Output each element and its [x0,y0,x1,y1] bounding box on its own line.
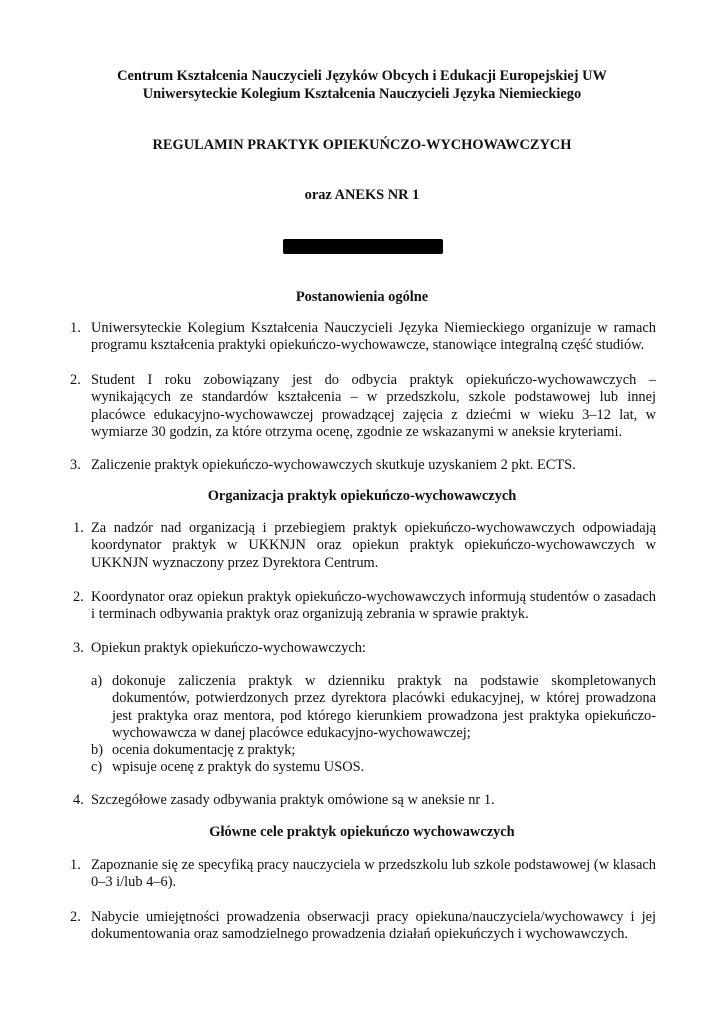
sub-item-letter: c) [91,759,103,775]
document-subtitle: oraz ANEKS NR 1 [304,187,420,203]
sub-item-letter: b) [91,742,103,758]
sub-item-text: dokonuje zaliczenia praktyk w dzienniku praktyk na podstawie skompletowanych dokumentów, potwierdzonych przez dyrektora placówki edukacyjnej, w której prowadzona jest praktyka oraz mentora, pod którego kierunkiem prowadzona jest praktyka opiekuńczo-wychowawcza w danej placówce edukacyjno-wychowawczej; [112,673,656,742]
item-number: 1. [70,320,81,336]
redaction-bar [283,239,443,254]
item-number: 1. [73,520,84,536]
item-number: 1. [70,857,81,873]
item-number: 4. [73,792,84,808]
item-number: 2. [73,589,84,605]
header-line-2: Uniwersyteckie Kolegium Kształcenia Nauczycieli Języka Niemieckiego [142,86,582,102]
item-number: 3. [70,457,81,473]
section-heading-general: Postanowienia ogólne [295,289,429,305]
item-text: Szczegółowe zasady odbywania praktyk omówione są w aneksie nr 1. [91,792,495,808]
document-title: REGULAMIN PRAKTYK OPIEKUŃCZO-WYCHOWAWCZYCH [152,137,572,153]
item-number: 2. [70,909,81,925]
item-text: Zapoznanie się ze specyfiką pracy nauczyciela w przedszkolu lub szkole podstawowej (w klasach 0–3 i/lub 4–6). [91,857,656,891]
item-text: Student I roku zobowiązany jest do odbycia praktyk opiekuńczo-wychowawczych – wynikających ze standardów kształcenia – w przedszkolu, szkole podstawowej lub innej placówce edukacyjno-wychowawczej prowadzącej zajęcia z dziećmi w wieku 3–12 lat, w wymiarze 30 godzin, za które otrzyma ocenę, zgodnie ze wskazanymi w aneksie kryteriami. [91,372,656,441]
section-heading-organization: Organizacja praktyk opiekuńczo-wychowawczych [207,488,517,504]
item-text: Nabycie umiejętności prowadzenia obserwacji pracy opiekuna/nauczyciela/wychowawcy i jej dokumentowania oraz samodzielnego prowadzenia działań opiekuńczych i wychowawczych. [91,909,656,943]
sub-item-text: ocenia dokumentację z praktyk; [112,742,296,758]
sub-item-letter: a) [91,673,103,689]
item-number: 3. [73,640,84,656]
sub-item-text: wpisuje ocenę z praktyk do systemu USOS. [112,759,365,775]
item-text: Koordynator oraz opiekun praktyk opiekuńczo-wychowawczych informują studentów o zasadach i terminach odbywania praktyk oraz organizują zebrania w sprawie praktyk. [91,589,656,623]
item-text: Za nadzór nad organizacją i przebiegiem praktyk opiekuńczo-wychowawczych odpowiadają koordynator praktyk w UKKNJN oraz opiekun praktyk opiekuńczo-wychowawczych w UKKNJN wyznaczony przez Dyrektora Centrum. [91,520,656,571]
section-heading-goals: Główne cele praktyk opiekuńczo wychowawczych [209,824,515,840]
item-number: 2. [70,372,81,388]
item-text: Uniwersyteckie Kolegium Kształcenia Nauczycieli Języka Niemieckiego organizuje w ramach programu kształcenia praktyki opiekuńczo-wychowawcze, stanowiące integralną część studiów. [91,320,656,354]
header-line-1: Centrum Kształcenia Nauczycieli Języków Obcych i Edukacji Europejskiej UW [117,68,607,84]
item-text: Opiekun praktyk opiekuńczo-wychowawczych: [91,640,366,656]
item-text: Zaliczenie praktyk opiekuńczo-wychowawczych skutkuje uzyskaniem 2 pkt. ECTS. [91,457,576,473]
